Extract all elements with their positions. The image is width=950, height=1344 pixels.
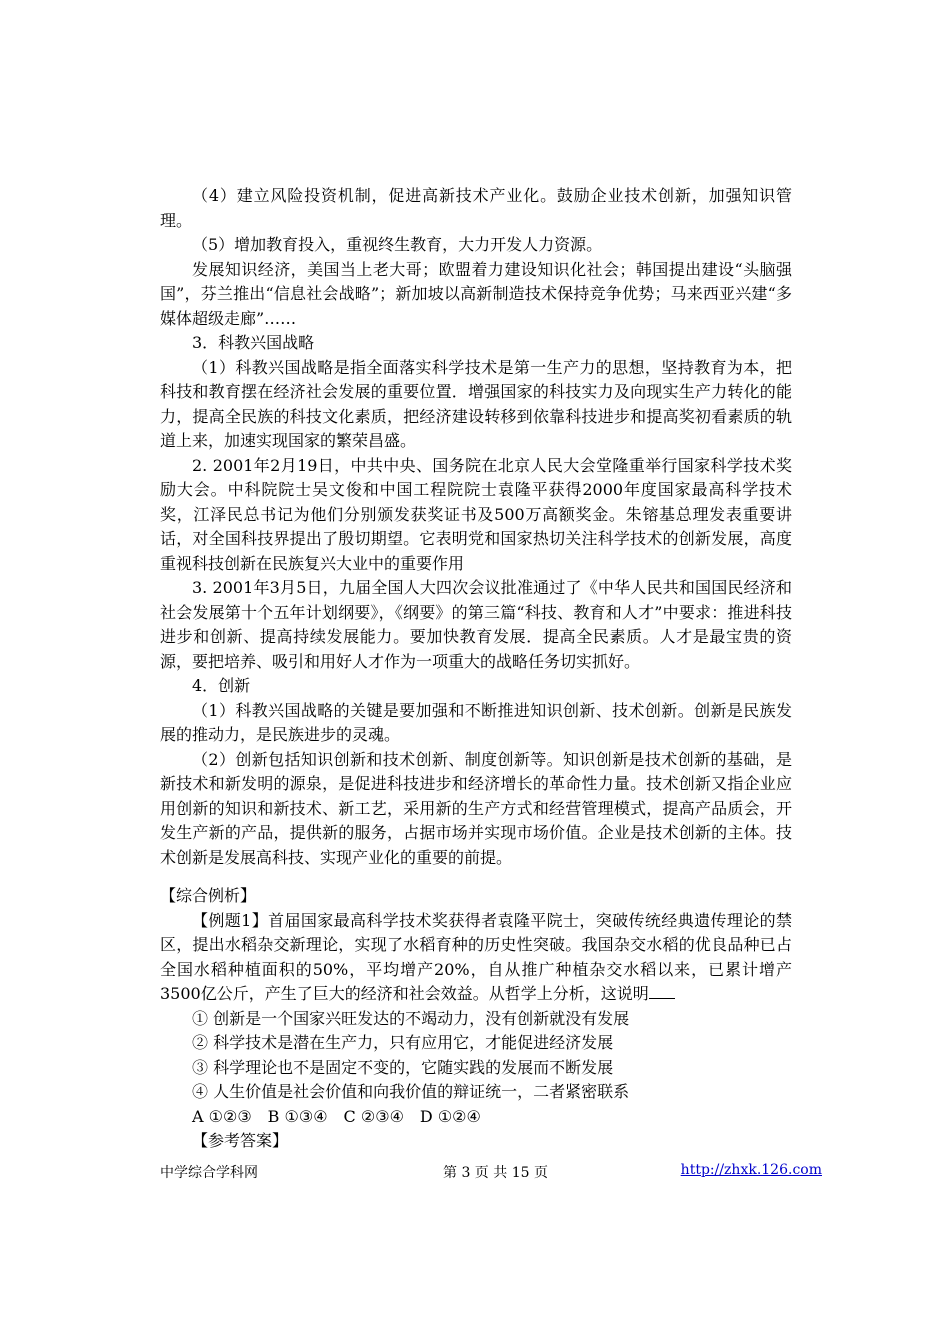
paragraph: （1）科教兴国战略是指全面落实科学技术是第一生产力的思想，坚持教育为本，把科技和教育摆在经济社会发展的重要位置．增强国家的科技实力及向现实生产力转化的能力，提高全民族的科技文化素质，把经济建设转移到依靠科技进步和提高奖初看素质的轨道上来，加速实现国家的繁荣昌盛。 — [160, 357, 792, 450]
example-text: 【例题1】首届国家最高科学技术奖获得者袁隆平院士，突破传统经典遗传理论的禁区，提出水稻杂交新理论，实现了水稻育种的历史性突破。我国杂交水稻的优良品种已占全国水稻种植面积的50%，平均增产20%，自从推广种植杂交水稻以来，已累计增产3500亿公斤，产生了巨大的经济和社会效益。从哲学上分析，这说明 — [160, 910, 792, 1003]
answer-blank — [649, 984, 675, 999]
example-question — [160, 909, 792, 1007]
option-4: ④ 人生价值是社会价值和向我价值的辩证统一，二者紧密联系 — [192, 1082, 630, 1101]
paragraph: 发展知识经济，美国当上老大哥；欧盟着力建设知识化社会；韩国提出建设“头脑强国”，芬兰推出“信息社会战略”；新加坡以高新制造技术保持竞争优势；马来西亚兴建“多媒体超级走廊”…… — [160, 259, 792, 328]
document-body — [160, 184, 792, 1154]
heading-strategy: 3．科教兴国战略 — [192, 333, 315, 352]
answer-choices: A ①②③ B ①③④ C ②③④ D ①②④ — [192, 1106, 481, 1126]
option-3: ③ 科学理论也不是固定不变的，它随实践的发展而不断发展 — [192, 1057, 614, 1077]
paragraph: 2. 2001年2月19日，中共中央、国务院在北京人民大会堂隆重举行国家科学技术奖励大会。中科院院士吴文俊和中国工程院院士袁隆平获得2000年度国家最高科学技术奖，江泽民总书记为他们分别颁发获奖证书及500万高额奖金。朱镕基总理发表重要讲话，对全国科技界提出了殷切期望。它表明党和国家热切关注科学技术的创新发展，高度重视科技创新在民族复兴大业中的重要作用 — [160, 455, 792, 573]
page-footer — [160, 1162, 822, 1182]
section-heading: 【综合例析】 — [160, 886, 257, 905]
heading-innovation: 4．创新 — [192, 676, 251, 695]
paragraph: 3. 2001年3月5日，九届全国人大四次会议批准通过了《中华人民共和国国民经济和社会发展第十个五年计划纲要》，《纲要》的第三篇“科技、教育和人才”中要求：推进科技进步和创新、提高持续发展能力。要加快教育发展．提高全民素质。人才是最宝贵的资源，要把培养、吸引和用好人才作为一项重大的战略任务切实抓好。 — [160, 578, 792, 671]
reference-answer: 【参考答案】 — [192, 1131, 289, 1150]
paragraph: （4）建立风险投资机制，促进高新技术产业化。鼓励企业技术创新，加强知识管理。 — [160, 186, 792, 230]
paragraph: （1）科教兴国战略的关键是要加强和不断推进知识创新、技术创新。创新是民族发展的推动力，是民族进步的灵魂。 — [160, 700, 792, 744]
option-2: ② 科学技术是潜在生产力，只有应用它，才能促进经济发展 — [192, 1033, 614, 1052]
footer-link[interactable]: http://zhxk.126.com — [680, 1162, 822, 1178]
paragraph: （5）增加教育投入，重视终生教育，大力开发人力资源。 — [192, 235, 603, 254]
footer-site-name: 中学综合学科网 — [160, 1165, 258, 1181]
option-1: ① 创新是一个国家兴旺发达的不竭动力，没有创新就没有发展 — [192, 1008, 630, 1028]
page-number: 第 3 页 共 15 页 — [443, 1165, 548, 1181]
paragraph: （2）创新包括知识创新和技术创新、制度创新等。知识创新是技术创新的基础，是新技术和新发明的源泉，是促进科技进步和经济增长的革命性力量。技术创新又指企业应用创新的知识和新技术、新工艺，采用新的生产方式和经营管理模式，提高产品质会，开发生产新的产品，提供新的服务，占据市场并实现市场价值。企业是技术创新的主体。技术创新是发展高科技、实现产业化的重要的前提。 — [160, 749, 792, 867]
